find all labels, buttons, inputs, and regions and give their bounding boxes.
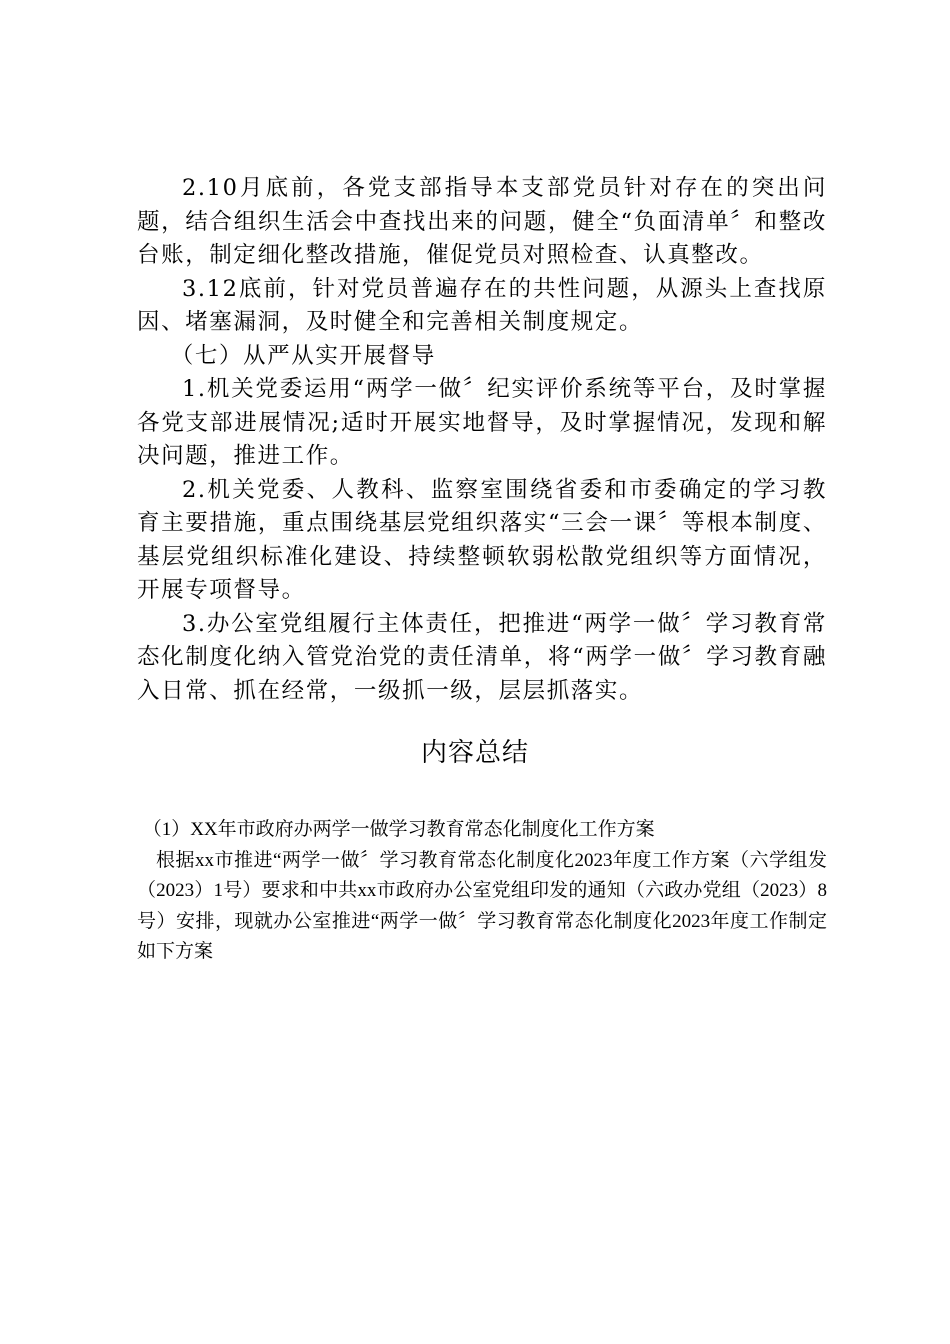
paragraph-supervision-3: 3.办公室党组履行主体责任，把推进“两学一做〞学习教育常态化制度化纳入管党治党的责任清单，将“两学一做〞学习教育融入日常、抓在经常，一级抓一级，层层抓落实。 bbox=[137, 610, 827, 704]
paragraph-supervision-2: 2.机关党委、人教科、监察室围绕省委和市委确定的学习教育主要措施，重点围绕基层党组织落实“三会一课〞等根本制度、基层党组织标准化建设、持续整顿软弱松散党组织等方面情况，开展专项督导。 bbox=[137, 476, 827, 603]
paragraph-item-3: 3.12底前，针对党员普遍存在的共性问题，从源头上查找原因、堵塞漏洞，及时健全和完善相关制度规定。 bbox=[137, 275, 827, 335]
summary-line-1: （1）XX年市政府办两学一做学习教育常态化制度化工作方案 bbox=[142, 819, 655, 840]
document-body bbox=[137, 172, 827, 708]
summary-section bbox=[137, 815, 827, 968]
paragraph-supervision-1: 1.机关党委运用“两学一做〞纪实评价系统等平台，及时掌握各党支部进展情况;适时开展实地督导，及时掌握情况，发现和解决问题，推进工作。 bbox=[137, 376, 827, 469]
summary-line-2: 根据xx市推进“两学一做〞学习教育常态化制度化2023年度工作方案（六学组发（2023）1号）要求和中共xx市政府办公室党组印发的通知（六政办党组（2023）8号）安排，现就办公室推进“两学一做〞学习教育常态化制度化2023年度工作制定如下方案 bbox=[137, 849, 827, 962]
section-heading-supervision: （七）从严从实开展督导 bbox=[170, 342, 436, 369]
paragraph-item-2: 2.10月底前，各党支部指导本支部党员针对存在的突出问题，结合组织生活会中查找出来的问题，健全“负面清单〞和整改台账，制定细化整改措施，催促党员对照检查、认真整改。 bbox=[137, 175, 827, 268]
summary-title: 内容总结 bbox=[420, 738, 529, 768]
